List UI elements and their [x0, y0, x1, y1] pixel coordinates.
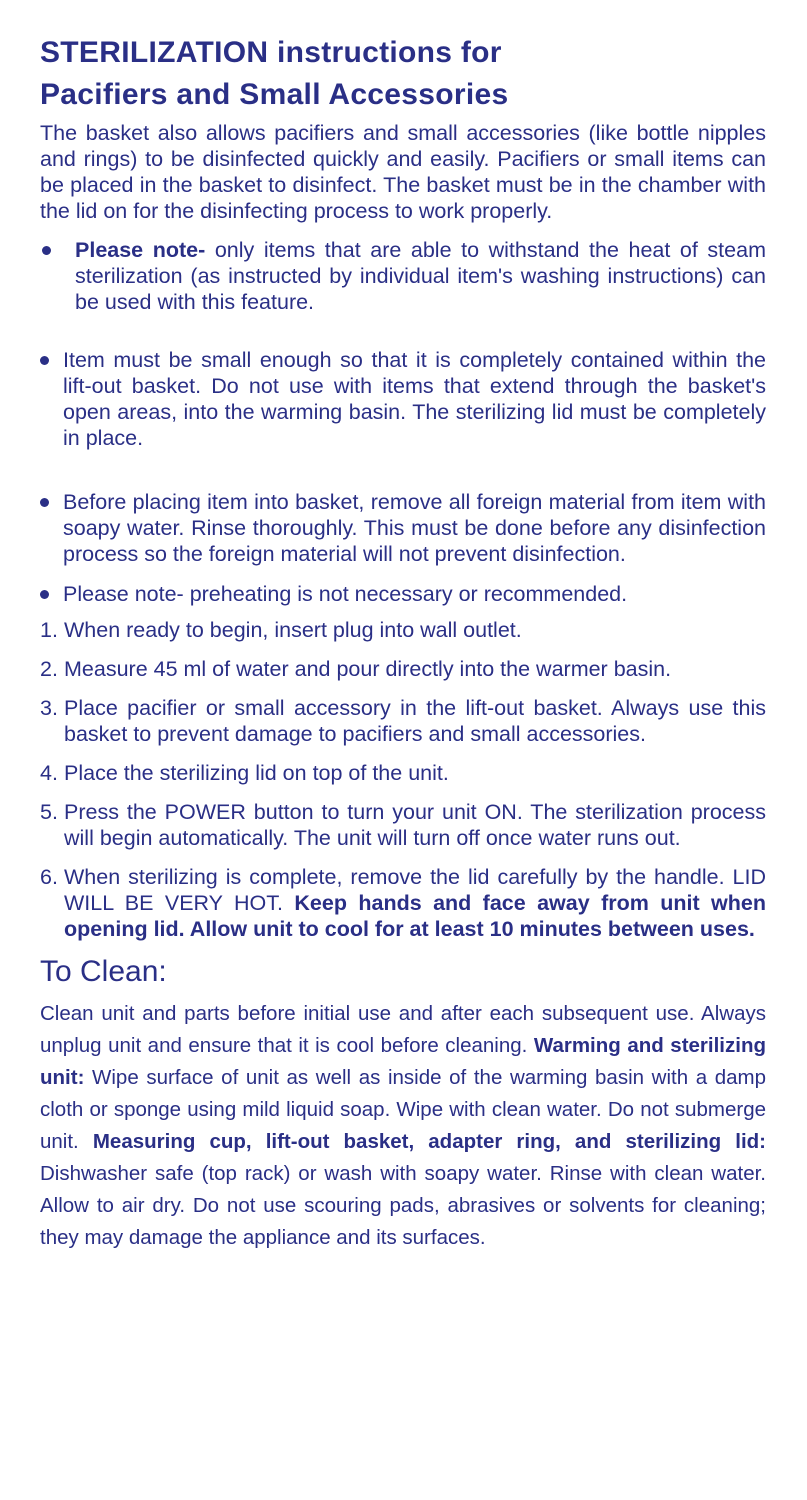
clean-heading: To Clean: [40, 955, 167, 988]
clean-text-1: Clean unit and parts before initial use and after each subsequent use. Always unplug unit and ensure that it is cool before cleaning. [40, 1002, 766, 1057]
step-number: 4. [40, 761, 58, 785]
clean-bold-1: Warming and sterilizing unit: [40, 1034, 766, 1089]
bullet-dot-icon [40, 590, 49, 599]
page-title [40, 32, 766, 116]
bullet-dot-icon [40, 498, 49, 507]
title-line-1: STERILIZATION instructions for [40, 36, 502, 69]
step-item [40, 760, 766, 786]
bullet-bold: Please note- [75, 238, 206, 262]
step-text: Place pacifier or small accessory in the lift-out basket. Always use this basket to prevent damage to pacifiers and small accessories. [64, 696, 766, 746]
step-body: When sterilizing is complete, remove the lid carefully by the handle. LID WILL BE VERY HOT. [64, 865, 766, 915]
bullet-item [40, 347, 766, 451]
bullet-text: Before placing item into basket, remove all foreign material from item with soapy water. Rinse thoroughly. This must be done before any disinfection process so the foreign material will not prevent disinfection. [63, 490, 766, 566]
step-number: 5. [40, 800, 58, 824]
bullet-item [40, 581, 766, 607]
step-number: 3. [40, 696, 58, 720]
clean-paragraph [40, 998, 766, 1254]
clean-text-3: Dishwasher safe (top rack) or wash with soapy water. Rinse with clean water. Allow to air dry. Do not use scouring pads, abrasives or solvents for cleaning; they may damage the appliance and its surfaces. [40, 1162, 766, 1249]
step-item [40, 656, 766, 682]
step-text: Measure 45 ml of water and pour directly into the warmer basin. [64, 657, 672, 681]
step-text [64, 864, 766, 942]
step-number: 6. [40, 865, 58, 889]
bullet-dot-icon [40, 356, 49, 365]
step-number: 1. [40, 618, 58, 642]
step-text: Press the POWER button to turn your unit ON. The sterilization process will begin automatically. The unit will turn off once water runs out. [64, 800, 766, 850]
step-text: Place the sterilizing lid on top of the unit. [64, 761, 449, 785]
bullet-body: only items that are able to withstand the heat of steam sterilization (as instructed by individual item's washing instructions) can be used with this feature. [75, 238, 766, 314]
step-item [40, 799, 766, 851]
bullet-text: Item must be small enough so that it is completely contained within the lift-out basket. Do not use with items that extend through the basket's open areas, into the warming basin. The sterilizing lid must be completely in place. [63, 348, 766, 450]
bullet-item [40, 489, 766, 567]
title-line-2: Pacifiers and Small Accessories [40, 78, 509, 111]
step-item [40, 617, 766, 643]
clean-text-2: Wipe surface of unit as well as inside of the warming basin with a damp cloth or sponge using mild liquid soap. Wipe with clean water. Do not submerge unit. [40, 1066, 766, 1153]
intro-paragraph: The basket also allows pacifiers and small accessories (like bottle nipples and rings) to be disinfected quickly and easily. Pacifiers or small items can be placed in the basket to disinfect. The basket must be in the chamber with the lid on for the disinfecting process to work properly. [40, 121, 766, 223]
bullet-dot-icon [42, 246, 51, 255]
bullet-text: Please note- preheating is not necessary or recommended. [63, 582, 628, 606]
step-text: When ready to begin, insert plug into wall outlet. [64, 618, 522, 642]
bullet-text [75, 237, 766, 315]
step-item [40, 695, 766, 747]
instruction-page [40, 32, 766, 1254]
bullet-item [40, 237, 766, 315]
step-item [40, 864, 766, 942]
clean-bold-2: Measuring cup, lift-out basket, adapter ring, and sterilizing lid: [92, 1130, 766, 1153]
step-warning: Keep hands and face away from unit when opening lid. Allow unit to cool for at least 10 minutes between uses. [64, 891, 766, 941]
step-number: 2. [40, 657, 58, 681]
